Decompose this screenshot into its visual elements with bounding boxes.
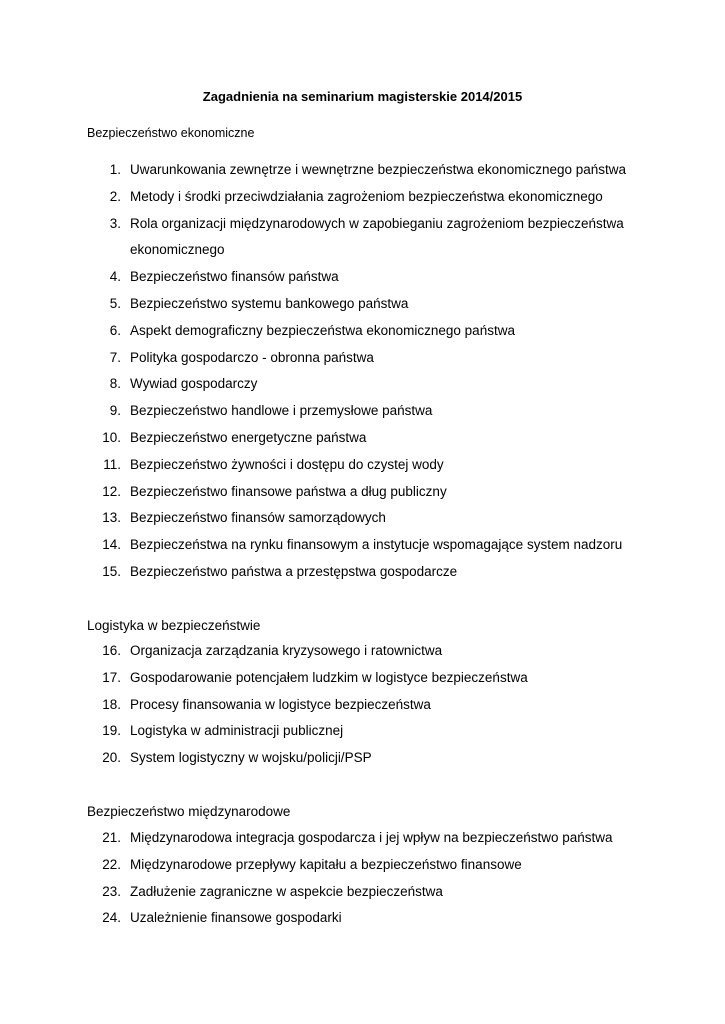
item-number: 12. <box>102 483 121 499</box>
item-text: Uwarunkowania zewnętrze i wewnętrzne bezpieczeństwa ekonomicznego państwa <box>130 162 627 177</box>
section-heading-logistics: Logistyka w bezpieczeństwie <box>87 618 261 633</box>
section-heading-economic: Bezpieczeństwo ekonomiczne <box>87 126 255 140</box>
item-number: 3. <box>109 215 121 231</box>
list-item <box>0 184 725 211</box>
item-text: Bezpieczeństwo żywności i dostępu do czystej wody <box>130 456 444 472</box>
document-title: Zagadnienia na seminarium magisterskie 2014/2015 <box>202 89 523 104</box>
topic-list-international <box>0 825 725 932</box>
list-item <box>0 745 725 772</box>
item-number: 8. <box>109 376 121 392</box>
list-item <box>0 532 725 559</box>
list-item <box>0 291 725 318</box>
list-item <box>0 371 725 398</box>
item-number: 24. <box>102 910 121 926</box>
list-item <box>0 559 725 586</box>
list-item <box>0 398 725 425</box>
list-item <box>0 318 725 345</box>
item-number: 4. <box>109 269 121 285</box>
item-text: Wywiad gospodarczy <box>130 376 258 392</box>
list-item <box>0 157 725 184</box>
item-number: 11. <box>103 456 121 472</box>
item-text: Bezpieczeństwo finansów państwa <box>130 269 339 285</box>
topic-list-economic <box>0 157 725 586</box>
item-number: 16. <box>102 643 121 658</box>
topic-list-logistics <box>0 638 725 772</box>
item-number: 23. <box>102 883 121 899</box>
item-number: 9. <box>109 403 121 419</box>
item-text: Polityka gospodarczo - obronna państwa <box>130 349 374 365</box>
item-number: 17. <box>102 669 121 685</box>
list-item <box>0 905 725 932</box>
item-text: Międzynarodowe przepływy kapitału a bezpieczeństwo finansowe <box>130 856 522 872</box>
item-number: 10. <box>102 429 121 445</box>
list-item <box>0 345 725 372</box>
item-number: 21. <box>102 830 121 845</box>
item-number: 14. <box>102 537 121 553</box>
item-text: Rola organizacji międzynarodowych w zapobieganiu zagrożeniom bezpieczeństwa ekonomicznego <box>130 215 624 258</box>
list-item <box>0 718 725 745</box>
item-text: Zadłużenie zagraniczne w aspekcie bezpieczeństwa <box>130 883 443 899</box>
item-number: 19. <box>102 723 121 739</box>
item-text: System logistyczny w wojsku/policji/PSP <box>130 750 372 766</box>
list-item <box>0 211 725 265</box>
item-number: 18. <box>102 696 121 712</box>
section-heading-international: Bezpieczeństwo międzynarodowe <box>87 804 291 819</box>
list-item <box>0 505 725 532</box>
item-text: Organizacja zarządzania kryzysowego i ratownictwa <box>130 643 443 658</box>
item-text: Logistyka w administracji publicznej <box>130 723 344 739</box>
item-number: 13. <box>102 510 121 526</box>
item-text: Bezpieczeństwo finansowe państwa a dług publiczny <box>130 483 447 499</box>
list-item <box>0 479 725 506</box>
list-item <box>0 879 725 906</box>
item-number: 20. <box>102 750 121 766</box>
list-item <box>0 825 725 852</box>
item-text: Metody i środki przeciwdziałania zagrożeniom bezpieczeństwa ekonomicznego <box>130 188 603 204</box>
item-text: Bezpieczeństwo handlowe i przemysłowe państwa <box>130 403 433 419</box>
list-item <box>0 852 725 879</box>
item-text: Procesy finansowania w logistyce bezpieczeństwa <box>130 696 431 712</box>
list-item <box>0 665 725 692</box>
item-text: Bezpieczeństwo energetyczne państwa <box>130 429 367 445</box>
item-text: Bezpieczeństwo finansów samorządowych <box>130 510 386 526</box>
item-text: Bezpieczeństwa na rynku finansowym a instytucje wspomagające system nadzoru <box>130 537 623 553</box>
list-item <box>0 264 725 291</box>
item-number: 7. <box>109 349 121 365</box>
item-number: 22. <box>102 856 121 872</box>
item-text: Aspekt demograficzny bezpieczeństwa ekonomicznego państwa <box>130 322 515 338</box>
item-text: Bezpieczeństwo systemu bankowego państwa <box>130 295 409 311</box>
item-number: 1. <box>109 162 121 177</box>
item-number: 2. <box>109 188 121 204</box>
item-text: Gospodarowanie potencjałem ludzkim w logistyce bezpieczeństwa <box>130 669 528 685</box>
list-item <box>0 452 725 479</box>
item-number: 6. <box>109 322 121 338</box>
list-item <box>0 638 725 665</box>
item-text: Bezpieczeństwo państwa a przestępstwa gospodarcze <box>130 563 458 579</box>
list-item <box>0 692 725 719</box>
item-number: 5. <box>109 295 121 311</box>
item-number: 15. <box>102 563 121 579</box>
item-text: Międzynarodowa integracja gospodarcza i jej wpływ na bezpieczeństwo państwa <box>130 830 613 845</box>
item-text: Uzależnienie finansowe gospodarki <box>130 910 342 926</box>
list-item <box>0 425 725 452</box>
